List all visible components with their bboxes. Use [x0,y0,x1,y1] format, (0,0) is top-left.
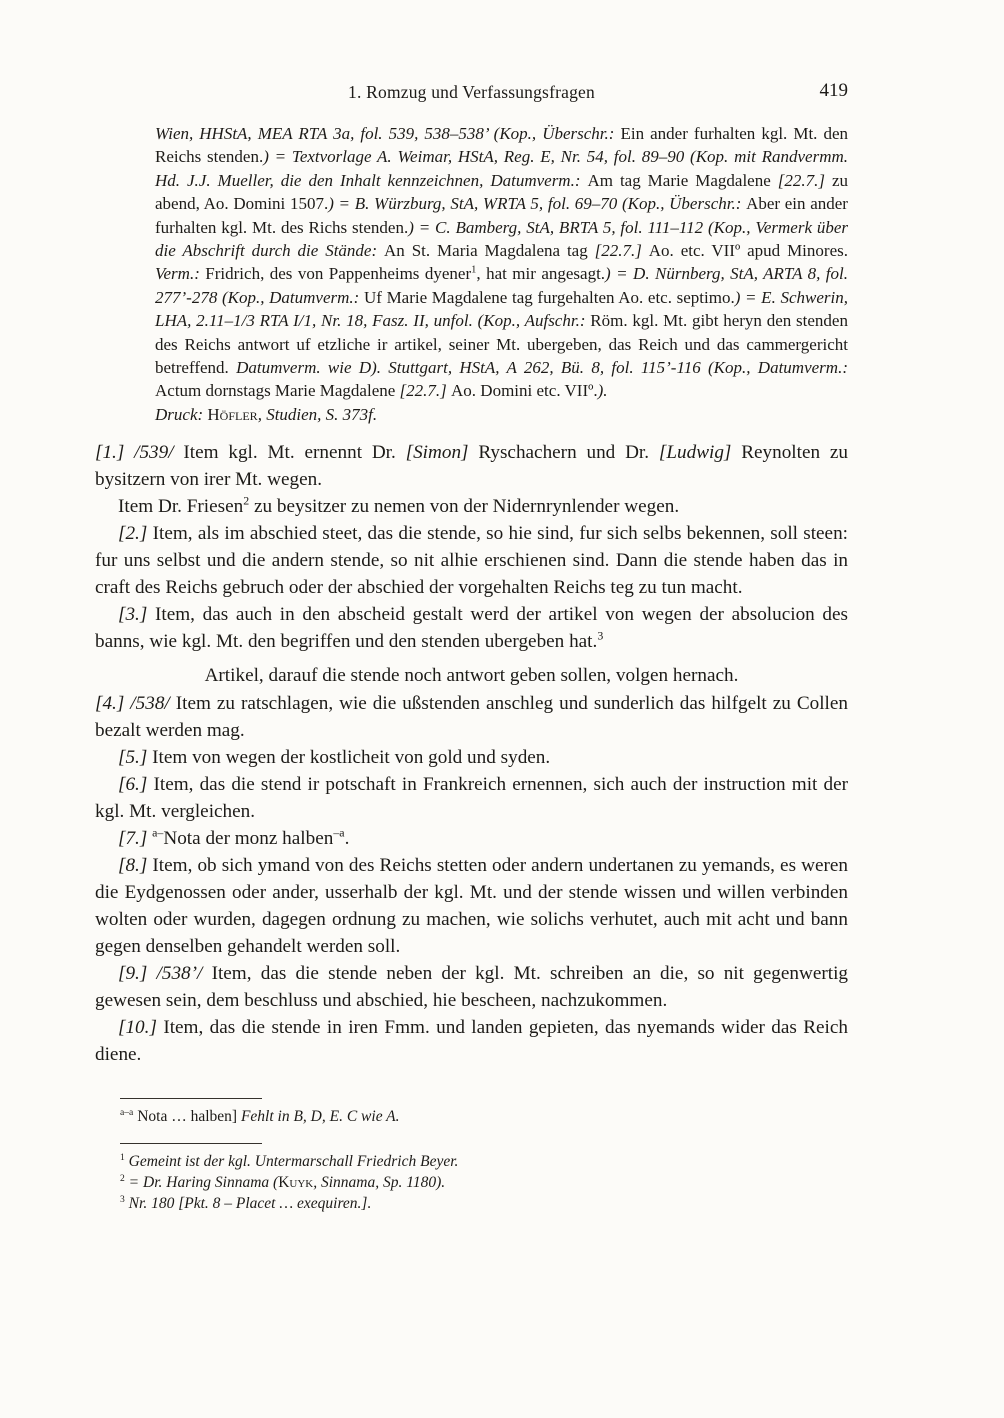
page-header [95,82,848,108]
text-run: Nota der monz halben [163,828,334,850]
superscript-marker: 2 [243,493,250,508]
text-run: ) = D. Nürnberg, StA, ARTA 8, fol. 277’-278 (Kop., Datumverm.: [155,264,849,307]
text-run: Röm. kgl. Mt. gibt heryn den stenden des Reichs antwort uf etzliche ir artikel, seiner Mt. ubergeben, das Reich und das cammergericht betreffend. [155,311,848,378]
apparatus-note-rule [120,1098,262,1099]
text-run: ) = B. Würzburg, StA, WRTA 5, fol. 69–70 (Kop., Überschr.: [328,194,747,214]
text-run: Aber ein ander furhalten kgl. Mt. des Richs stenden. [155,194,848,237]
text-run: [5.] [118,747,153,769]
superscript-marker: 2 [120,1173,125,1185]
apparatus-description [155,122,848,403]
text-run: Am tag Marie Magdalene [587,170,778,190]
text-run: ). [597,381,608,401]
text-run: [7.] [118,828,153,850]
text-run: [10.] [118,1017,164,1039]
superscript-marker: a– [152,825,164,840]
text-run: , Sinnama, Sp. 1180). [313,1174,446,1192]
footnote [120,1193,848,1214]
text-run: Ao. Domini etc. VIIº. [451,381,598,401]
superscript-marker: –a [333,825,345,840]
footnote-rule [120,1143,262,1144]
text-run: = Dr. Haring Sinnama ( [124,1174,279,1192]
text-run: [22.7.] [594,241,649,261]
superscript-marker: 1 [120,1152,125,1164]
text-run: Artikel, darauf die stende noch antwort geben sollen, volgen hernach. [204,665,739,687]
text-run: Nr. 180 [Pkt. 8 – Placet … exequiren.]. [124,1195,372,1213]
text-run: [Simon] [405,442,469,464]
text-run: Uf Marie Magdalene tag furgehalten Ao. etc. septimo. [363,287,735,307]
text-run: Wien, HHStA, MEA RTA 3a, fol. 539, 538–538’ (Kop., Überschr.: [155,124,621,143]
footnotes-section [95,1098,848,1214]
text-run: Druck: [155,404,208,424]
superscript-marker: 3 [597,628,604,643]
text-run: Item, ob sich ymand von des Reichs stetten oder andern undertanen zu yemands, es weren die Eydgenossen oder ander, usserhalb der kgl. Mt. und der stende wissen und willen verbinden wolten oder wurden, dagegen ordnung zu machen, wie solichs verhutet, auch mit acht und bann gegen denselben gehandelt werden soll. [95,855,848,958]
running-title: 1. Romzug und Verfassungsfragen [348,82,595,102]
text-run: [2.] [118,523,153,545]
text-run: [4.] /538/ [95,693,176,715]
main-text [95,439,848,1068]
text-run: Item, das die stende in iren Fmm. und landen gepieten, das nyemands wider das Reich diene. [95,1017,848,1066]
text-run: Item kgl. Mt. ernennt Dr. [183,442,406,464]
paragraph [95,1014,848,1068]
superscript-marker: 3 [120,1194,125,1206]
footnote [120,1151,848,1172]
section-heading-line [95,662,848,689]
text-run: , Studien, S. 373f. [257,404,378,424]
paragraph [95,493,848,520]
text-run: Datumverm. wie D). Stuttgart, HStA, A 262, Bü. 8, fol. 115’-116 (Kop., Datumverm.: [236,358,848,378]
text-run: Item zu ratschlagen, wie die ußstenden anschleg und sunderlich das hilfgelt zu Collen bezalt werden mag. [95,693,848,742]
text-run: [8.] [118,855,153,877]
text-run: Ao. etc. VIIº apud Minores. [648,241,848,261]
page-number: 419 [819,80,848,101]
text-run: Höfler [207,404,258,424]
text-run: [Ludwig] [658,442,732,464]
paragraph [95,439,848,493]
text-run: Item, das die stend ir potschaft in Frankreich ernennen, sich auch der instruction mit der kgl. Mt. vergleichen. [95,774,849,823]
paragraph [95,852,848,960]
text-run: [3.] [118,604,156,626]
paragraph [95,690,848,744]
superscript-marker: 1 [471,264,477,276]
text-run: Item von wegen der kostlicheit von gold und syden. [152,747,551,769]
text-run: zu beysitzer zu nemen von der Nidernrynlender wegen. [249,496,680,518]
text-run: ) = C. Bamberg, StA, BRTA 5, fol. 111–112 (Kop., Vermerk über die Abschrift durch die Stände: [155,217,848,261]
text-run: Kuyk [278,1174,314,1192]
text-run: Item, das die stende neben der kgl. Mt. schreiben an die, so nit gegenwertig gewesen sein, dem beschluss und abschied, hie bescheen, nachzukommen. [95,963,848,1012]
source-apparatus [155,122,848,426]
superscript-marker: a–a [120,1107,134,1119]
text-run: [22.7.] [777,170,832,190]
text-run: ) = Textvorlage A. Weimar, HStA, Reg. E, Nr. 54, fol. 89–90 (Kop. mit Randvermm. Hd. J.J. Mueller, die den Inhalt kennzeichnen, Datumverm.: [155,147,848,190]
text-run: [22.7.] [399,381,452,401]
text-run: Fridrich, des von Pappenheims dyener [205,264,472,284]
text-run: Item, als im abschied steet, das die stende, so hie sind, fur sich selbs bekennen, soll steen: fur uns selbst und die andern stende, so nit alhie erschienen sind. Dann die stende haben das in craft des Reichs gebruch oder der abschied der vorgehalten Reichs teg zu tun macht. [95,523,848,599]
text-run: Nota … halben] [133,1108,241,1126]
text-run: ) = E. Schwerin, LHA, 2.11–1/3 RTA I/1, Nr. 18, Fasz. II, unfol. (Kop., Aufschr.: [155,287,848,331]
paragraph [95,601,848,655]
text-run: Gemeint ist der kgl. Untermarschall Friedrich Beyer. [124,1153,459,1171]
text-run: , hat mir angesagt. [476,264,606,284]
text-run: Reynolten zu bysitzern von irer Mt. wegen. [95,442,848,491]
numbered-footnotes [95,1151,848,1214]
apparatus-druck-line [155,403,848,426]
text-run: Item Dr. Friesen [118,496,244,518]
text-run: [9.] /538’/ [118,963,212,985]
paragraph [95,825,848,852]
paragraph [95,744,848,771]
text-run: zu abend, Ao. Domini 1507. [155,170,848,214]
footnote [120,1172,848,1193]
apparatus-variant-note [120,1106,848,1127]
text-run: Ein ander furhalten kgl. Mt. den Reichs stenden. [155,124,848,167]
paragraph [95,771,848,825]
text-run: An St. Maria Magdalena tag [384,241,595,261]
text-run: Verm.: [155,264,206,284]
text-run: [1.] /539/ [95,442,184,464]
text-run: [6.] [118,774,154,796]
text-run: Actum dornstags Marie Magdalene [155,381,400,401]
text-run: Fehlt in B, D, E. C wie A. [240,1108,400,1126]
paragraph [95,960,848,1014]
paragraph [95,520,848,601]
text-run: . [344,828,350,850]
text-run: Item, das auch in den abscheid gestalt werd der artikel von wegen der absolucion des banns, wie kgl. Mt. den begriffen und den stenden ubergeben hat. [95,604,849,653]
text-run: Ryschachern und Dr. [468,442,659,464]
